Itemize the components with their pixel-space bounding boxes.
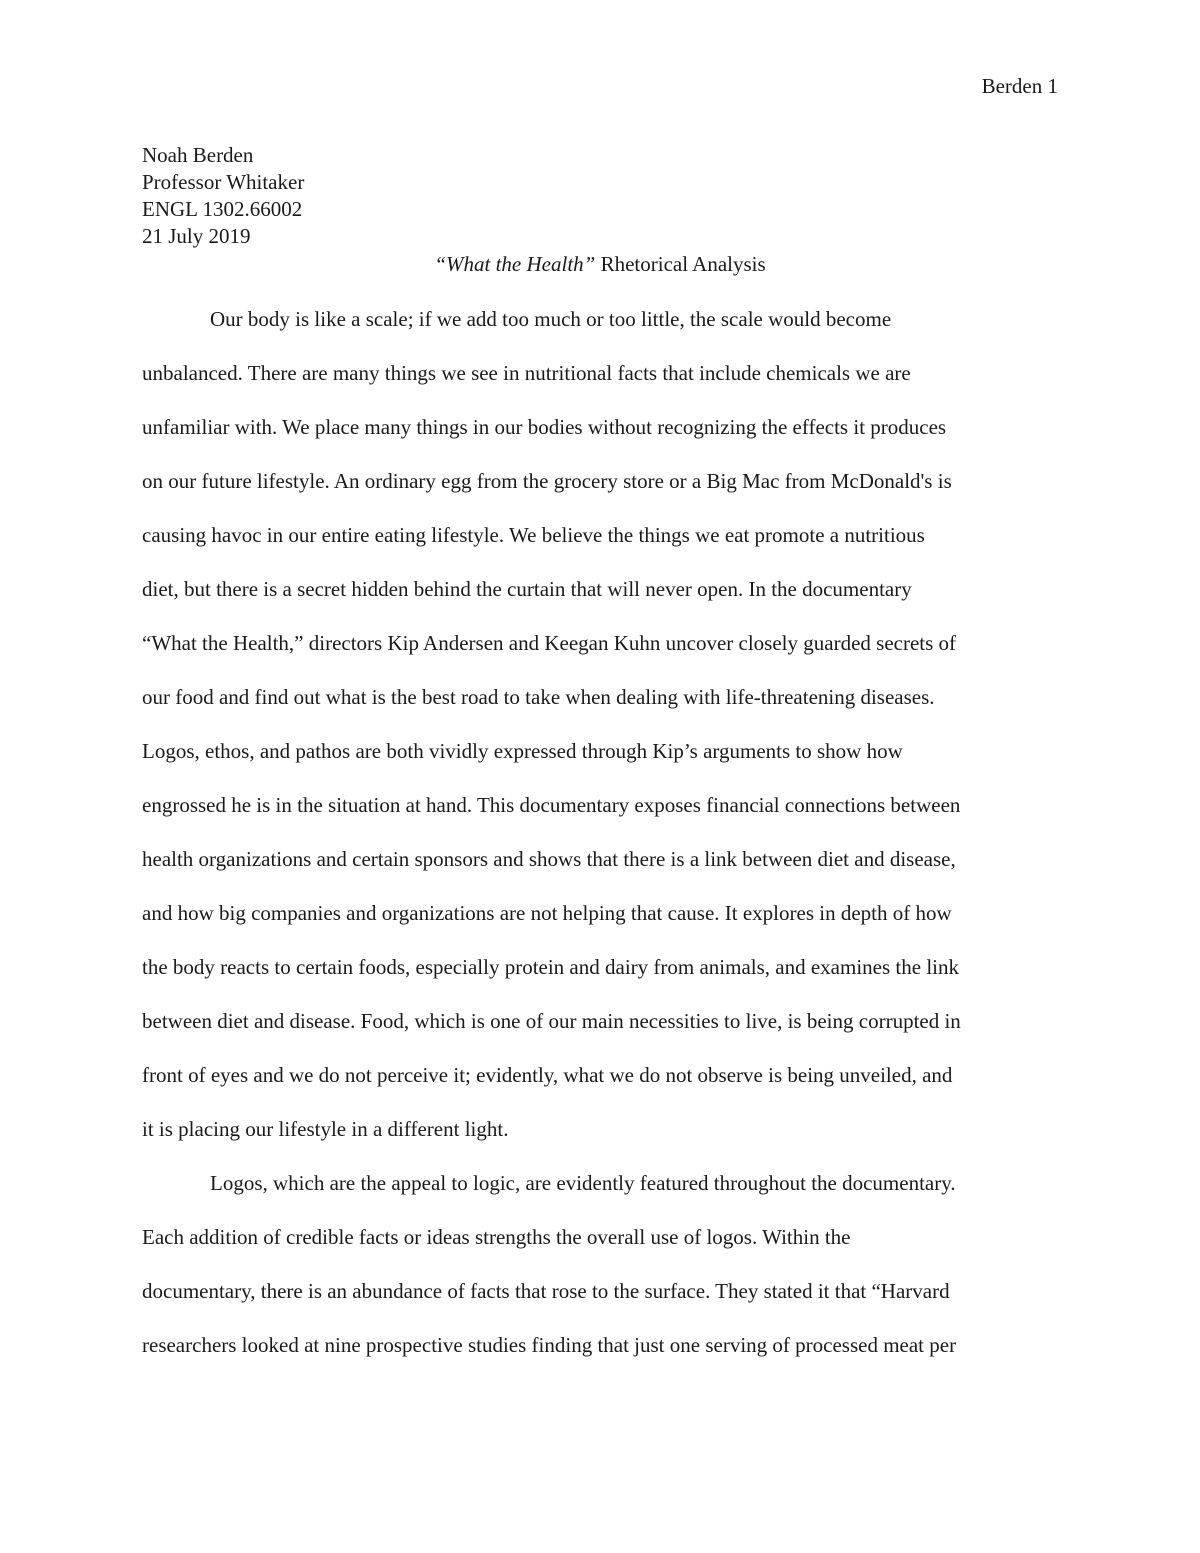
professor-name: Professor Whitaker <box>142 170 305 194</box>
body-line: it is placing our lifestyle in a different light. <box>142 1117 509 1141</box>
running-head: Berden 1 <box>981 74 1058 98</box>
body-line: health organizations and certain sponsors and shows that there is a link between diet and disease, <box>142 847 956 871</box>
course-number: ENGL 1302.66002 <box>142 197 303 221</box>
body-line: Logos, which are the appeal to logic, are evidently featured throughout the documentary. <box>210 1171 956 1195</box>
body-line: our food and find out what is the best road to take when dealing with life-threatening diseases. <box>142 685 935 709</box>
essay-body <box>142 305 1058 1385</box>
body-line: unbalanced. There are many things we see in nutritional facts that include chemicals we are <box>142 361 911 385</box>
body-line: engrossed he is in the situation at hand. This documentary exposes financial connections between <box>142 793 961 817</box>
body-line: Each addition of credible facts or ideas strengths the overall use of logos. Within the <box>142 1225 851 1249</box>
body-line: researchers looked at nine prospective studies finding that just one serving of processed meat per <box>142 1333 957 1357</box>
student-name: Noah Berden <box>142 143 254 167</box>
body-line: on our future lifestyle. An ordinary egg from the grocery store or a Big Mac from McDonald's is <box>142 469 952 493</box>
body-line: Logos, ethos, and pathos are both vividly expressed through Kip’s arguments to show how <box>142 739 903 763</box>
title-rest: Rhetorical Analysis <box>595 252 766 276</box>
body-line: and how big companies and organizations are not helping that cause. It explores in depth of how <box>142 901 952 925</box>
body-line: front of eyes and we do not perceive it; evidently, what we do not observe is being unveiled, and <box>142 1063 953 1087</box>
body-line: unfamiliar with. We place many things in our bodies without recognizing the effects it produces <box>142 415 947 439</box>
body-line: the body reacts to certain foods, especially protein and dairy from animals, and examines the link <box>142 955 959 979</box>
body-line: causing havoc in our entire eating lifestyle. We believe the things we eat promote a nutritious <box>142 523 925 547</box>
mla-heading <box>142 142 304 250</box>
body-line: Our body is like a scale; if we add too much or too little, the scale would become <box>210 307 892 331</box>
date: 21 July 2019 <box>142 224 251 248</box>
body-line: between diet and disease. Food, which is one of our main necessities to live, is being corrupted in <box>142 1009 961 1033</box>
body-line: diet, but there is a secret hidden behind the curtain that will never open. In the documentary <box>142 577 912 601</box>
title-italic: “What the Health” <box>434 252 596 276</box>
body-line: “What the Health,” directors Kip Andersen and Keegan Kuhn uncover closely guarded secrets of <box>142 631 957 655</box>
essay-title <box>142 250 1058 278</box>
body-line: documentary, there is an abundance of facts that rose to the surface. They stated it that “Harvard <box>142 1279 950 1303</box>
